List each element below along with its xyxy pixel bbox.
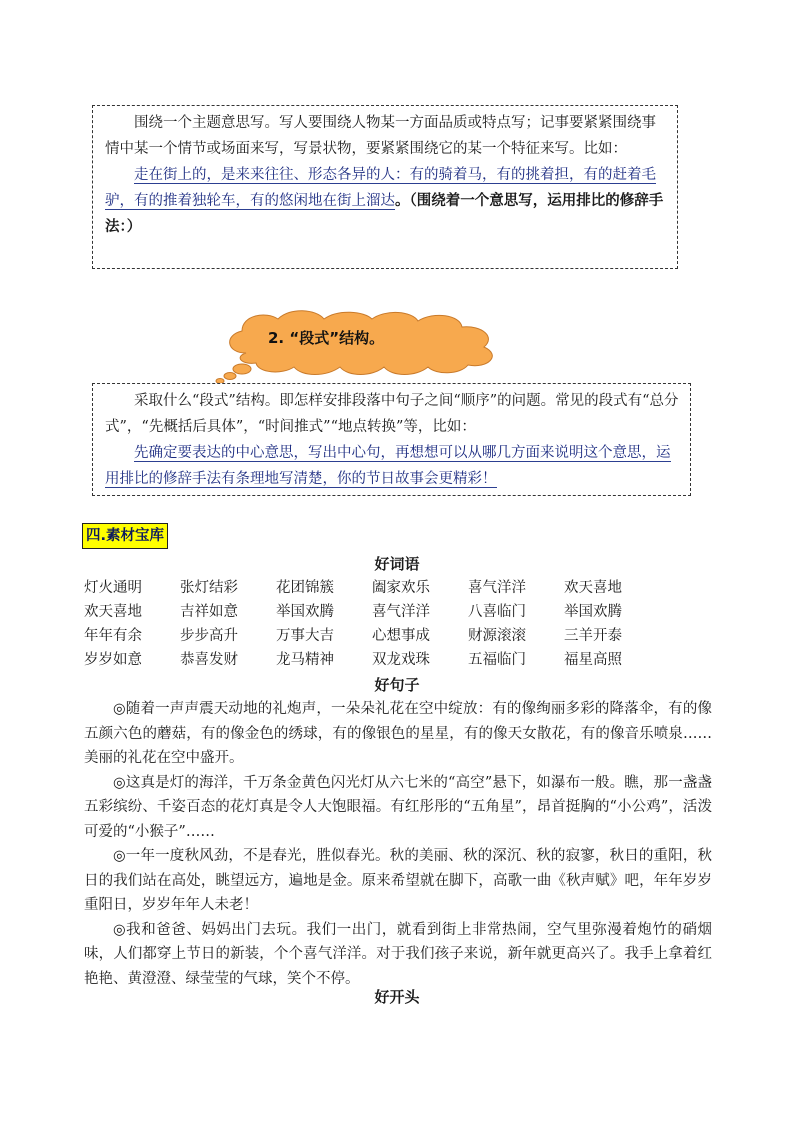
box1-example (105, 162, 667, 240)
cloud-title: 2. “段式”结构。 (268, 329, 385, 347)
word-item: 八喜临门 (468, 604, 526, 620)
sentences-list (84, 697, 712, 991)
word-item: 步步高升 (180, 628, 238, 644)
sentences-heading: 好句子 (374, 676, 420, 694)
word-item: 举国欢腾 (564, 604, 622, 620)
word-item: 喜气洋洋 (372, 604, 430, 620)
word-item: 恭喜发财 (180, 652, 238, 668)
box2-example-underlined: 先确定要表达的中心意思，写出中心句，再想想可以从哪几方面来说明这个意思，运用排比的修辞手法有条理地写清楚，你的节日故事会更精彩！ (105, 445, 671, 487)
word-item: 三羊开泰 (564, 628, 622, 644)
word-item: 龙马精神 (276, 652, 334, 668)
word-item: 财源滚滚 (468, 628, 526, 644)
word-item: 欢天喜地 (84, 604, 142, 620)
word-item: 吉祥如意 (180, 604, 238, 620)
theme-writing-box (92, 105, 678, 269)
sentence-paragraph: ◎随着一声声震天动地的礼炮声，一朵朵礼花在空中绽放：有的像绚丽多彩的降落伞，有的像五颜六色的蘑菇，有的像金色的绣球，有的像银色的星星，有的像天女散花，有的像音乐喷泉……美丽的礼花在空中盛开。 (84, 701, 712, 766)
cloud-callout (206, 305, 526, 385)
sentence-paragraph: ◎这真是灯的海洋，千万条金黄色闪光灯从六七米的“高空”悬下，如瀑布一般。瞧，那一盏盏五彩缤纷、千姿百态的花灯真是令人大饱眼福。有红彤彤的“五角星”，昂首挺胸的“小公鸡”，活泼可爱的“小猴子”…… (84, 774, 712, 840)
box1-example-note: 。（围绕着一个意思写，运用排比的修辞手法：） (105, 193, 664, 235)
word-item: 心想事成 (372, 628, 430, 644)
word-item: 花团锦簇 (276, 580, 334, 596)
box1-example-underlined: 走在街上的，是来来往往、形态各异的人：有的骑着马，有的挑着担，有的赶着毛驴，有的推着独轮车，有的悠闲地在街上溜达 (105, 167, 656, 209)
openings-heading: 好开头 (374, 988, 420, 1006)
word-item: 喜气洋洋 (468, 580, 526, 596)
box2-example (105, 440, 680, 492)
word-item: 岁岁如意 (84, 652, 142, 668)
word-item: 举国欢腾 (276, 604, 334, 620)
box1-paragraph: 围绕一个主题意思写。写人要围绕人物某一方面品质或特点写；记事要紧紧围绕事情中某一个情节或场面来写，写景状物，要紧紧围绕它的某一个特征来写。比如： (105, 115, 656, 157)
words-heading: 好词语 (374, 555, 420, 573)
sentence-paragraph: ◎我和爸爸、妈妈出门去玩。我们一出门，就看到街上非常热闹，空气里弥漫着炮竹的硝烟味，人们都穿上节日的新装，个个喜气洋洋。对于我们孩子来说，新年就更高兴了。我手上拿着红艳艳、黄澄澄、绿莹莹的气球，笑个不停。 (84, 921, 712, 987)
word-item: 万事大吉 (276, 628, 334, 644)
sentence-paragraph: ◎一年一度秋风劲，不是春光，胜似春光。秋的美丽、秋的深沉、秋的寂寥，秋日的重阳，秋日的我们站在高处，眺望远方，遍地是金。原来希望就在脚下，高歌一曲《秋声赋》吧，年年岁岁重阳日，岁岁年年人未老！ (84, 848, 712, 913)
word-item: 年年有余 (84, 628, 142, 644)
word-item: 张灯结彩 (180, 580, 238, 596)
words-grid (84, 576, 660, 672)
word-item: 福星高照 (564, 652, 622, 668)
word-item: 五福临门 (468, 652, 526, 668)
word-item: 灯火通明 (84, 580, 142, 596)
word-item: 阖家欢乐 (372, 580, 430, 596)
word-item: 双龙戏珠 (372, 652, 430, 668)
word-item: 欢天喜地 (564, 580, 622, 596)
section-heading: 四.素材宝库 (82, 523, 168, 549)
box2-paragraph: 采取什么“段式”结构。即怎样安排段落中句子之间“顺序”的问题。常见的段式有“总分式”，“先概括后具体”，“时间推式”“地点转换”等，比如： (105, 393, 679, 435)
paragraph-structure-box (92, 383, 691, 496)
